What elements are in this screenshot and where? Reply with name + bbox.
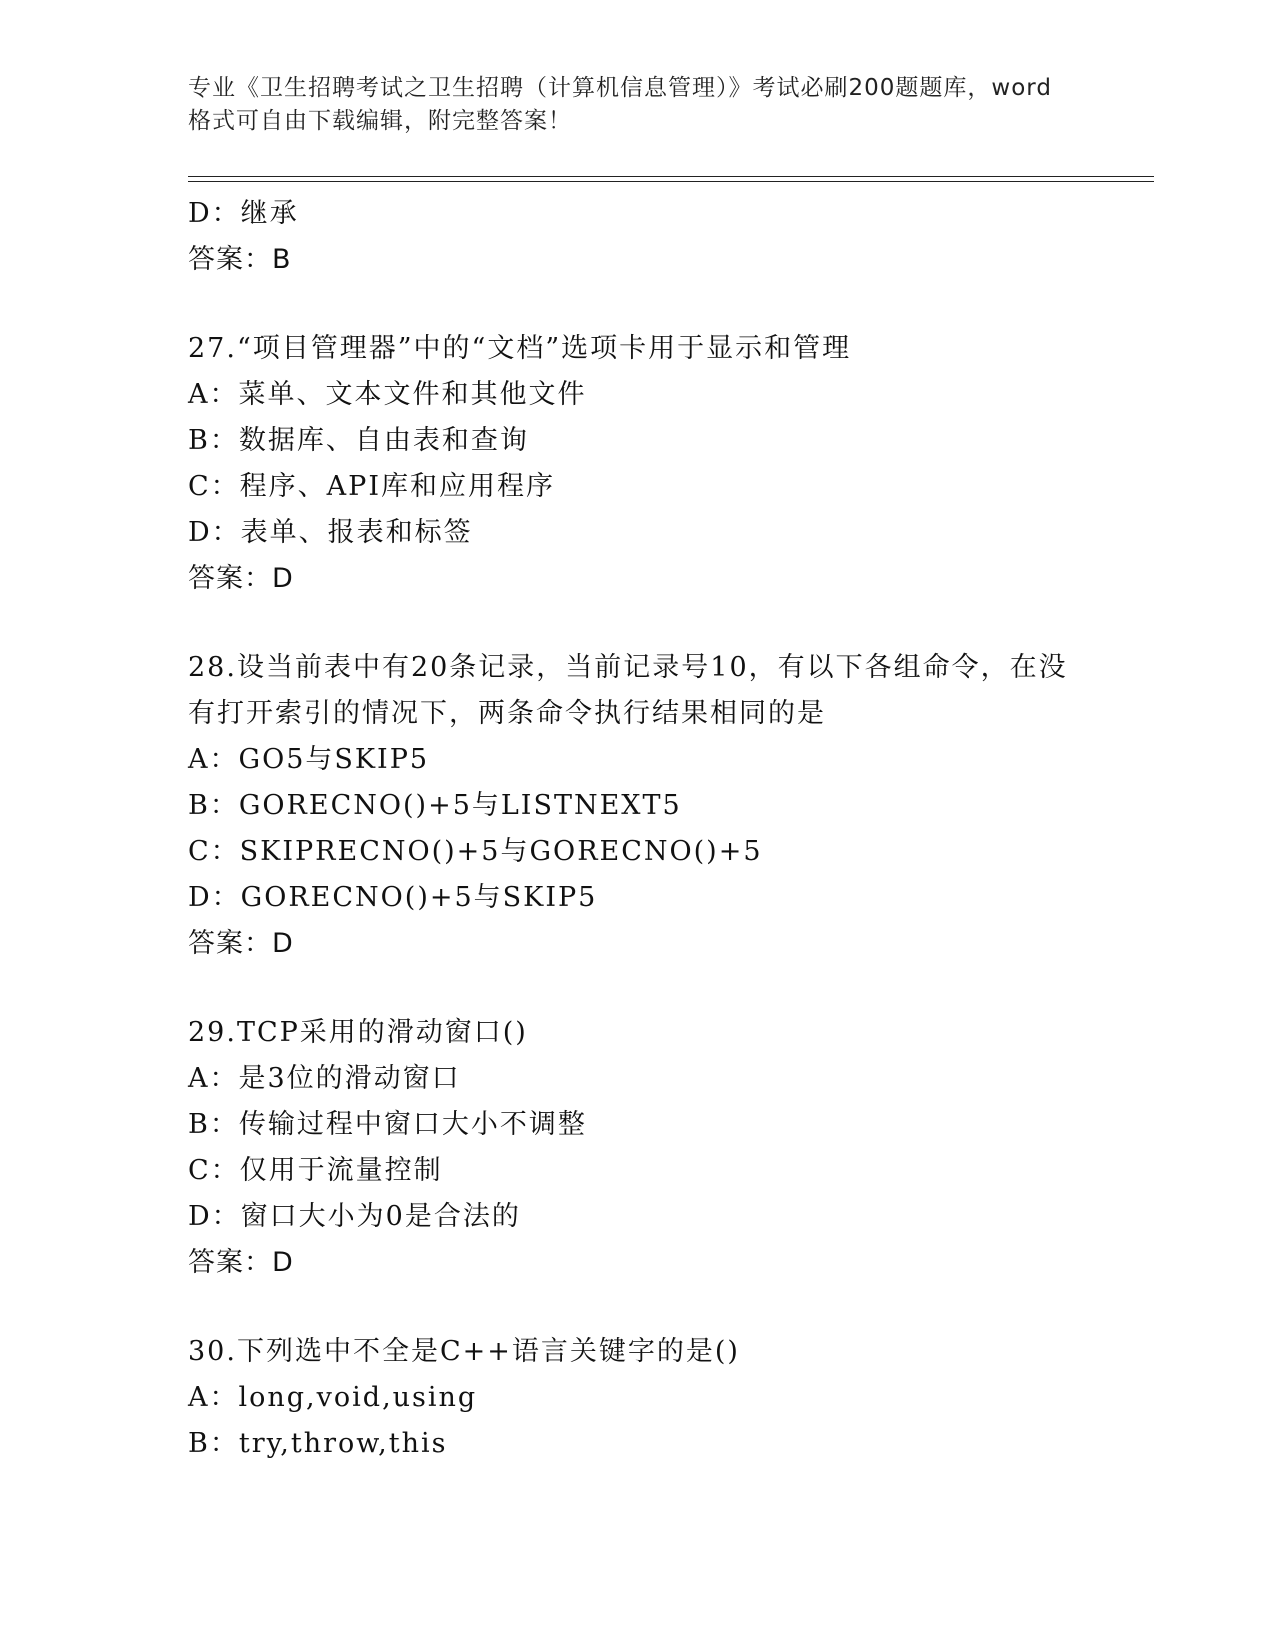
option-c: C：程序、API库和应用程序 [188, 471, 555, 502]
question-stem: 29.TCP采用的滑动窗口() [188, 1017, 528, 1048]
option-c: C：仅用于流量控制 [188, 1155, 443, 1186]
header-line-2: 格式可自由下载编辑，附完整答案！ [188, 108, 572, 134]
prev-option-d: D：继承 [188, 198, 299, 229]
spacer [188, 283, 1088, 326]
header-line-1: 专业《卫生招聘考试之卫生招聘（计算机信息管理）》考试必刷200题题库，word [188, 75, 1052, 101]
question-list [188, 191, 1088, 1467]
question-30 [188, 1329, 1088, 1467]
header-divider-bottom [188, 181, 1154, 182]
question-stem: 30.下列选中不全是C++语言关键字的是() [188, 1336, 740, 1367]
option-a: A：long,void,using [188, 1382, 478, 1413]
option-b: B：GORECNO()+5与LISTNEXT5 [188, 790, 682, 821]
option-d: D：窗口大小为0是合法的 [188, 1201, 521, 1232]
option-b: B：传输过程中窗口大小不调整 [188, 1109, 587, 1140]
spacer [188, 967, 1088, 1010]
option-b: B：数据库、自由表和查询 [188, 425, 529, 456]
option-d: D：GORECNO()+5与SKIP5 [188, 882, 598, 913]
header-divider-top [188, 176, 1154, 177]
spacer [188, 1286, 1088, 1329]
option-a: A：菜单、文本文件和其他文件 [188, 379, 587, 410]
document-header [188, 72, 1088, 138]
option-c: C：SKIPRECNO()+5与GORECNO()+5 [188, 836, 763, 867]
question-28 [188, 645, 1088, 967]
option-d: D：表单、报表和标签 [188, 517, 473, 548]
option-b: B：try,throw,this [188, 1428, 448, 1459]
question-27 [188, 326, 1088, 602]
question-stem-line-1: 28.设当前表中有20条记录，当前记录号10，有以下各组命令，在没 [188, 652, 1068, 683]
spacer [188, 602, 1088, 645]
option-a: A：是3位的滑动窗口 [188, 1063, 461, 1094]
answer: 答案：D [188, 928, 294, 959]
question-stem-line-2: 有打开索引的情况下，两条命令执行结果相同的是 [188, 698, 826, 729]
answer: 答案：D [188, 1247, 294, 1278]
answer: 答案：D [188, 563, 294, 594]
prev-answer: 答案：B [188, 244, 292, 275]
question-29 [188, 1010, 1088, 1286]
option-a: A：GO5与SKIP5 [188, 744, 430, 775]
question-stem: 27.“项目管理器”中的“文档”选项卡用于显示和管理 [188, 333, 852, 364]
